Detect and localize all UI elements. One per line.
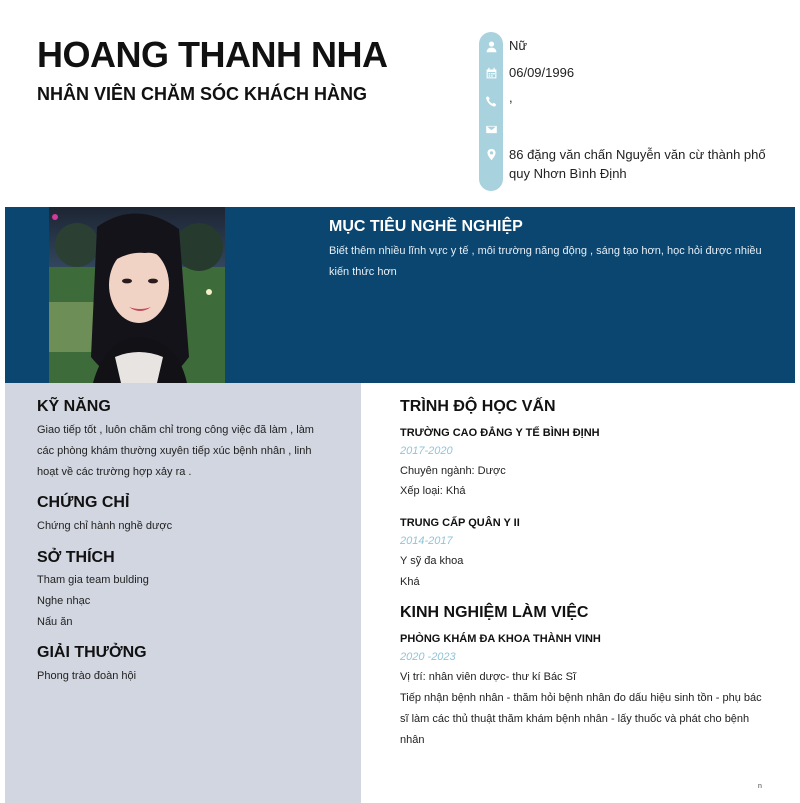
school-detail: Khá	[400, 576, 420, 588]
birthday-text: 06/09/1996	[509, 65, 575, 80]
school-detail: Chuyên ngành: Dược	[400, 465, 506, 477]
cv-header	[0, 0, 800, 207]
hobby-item: Nấu ăn	[37, 616, 73, 628]
gender-text: Nữ	[509, 38, 528, 53]
school-name: TRUNG CẤP QUÂN Y II	[400, 517, 520, 529]
work-years: 2020 -2023	[400, 651, 456, 663]
phone-icon	[483, 93, 499, 109]
certificate-item: Chứng chỉ hành nghề dược	[37, 520, 173, 532]
skills-title: KỸ NĂNG	[37, 398, 111, 415]
calendar-icon	[483, 65, 499, 81]
work-position: Vị trí: nhân viên dược- thư kí Bác Sĩ	[400, 671, 577, 683]
education-title: TRÌNH ĐỘ HỌC VẤN	[400, 398, 556, 415]
hobby-item: Nghe nhạc	[37, 595, 91, 607]
location-icon	[483, 146, 499, 162]
candidate-name: HOANG THANH NHA	[37, 34, 388, 75]
school-years: 2017-2020	[400, 445, 453, 457]
career-goal-title: MỤC TIÊU NGHỀ NGHIỆP	[329, 218, 523, 235]
school-name: TRƯỜNG CAO ĐẲNG Y TẾ BÌNH ĐỊNH	[400, 427, 600, 439]
job-title: NHÂN VIÊN CHĂM SÓC KHÁCH HÀNG	[37, 84, 368, 104]
skills-text: Giao tiếp tốt , luôn chăm chỉ trong công việc đã làm , làm các phòng khám thường xuyên tiếp xúc bệnh nhân , linh hoạt về các trường hợp xảy ra .	[37, 424, 314, 478]
address-text: 86 đặng văn chấn Nguyễn văn cừ thành phố quy Nhơn Bình Định	[509, 147, 766, 181]
portrait-illustration	[49, 207, 225, 383]
email-icon	[483, 121, 499, 137]
footer-mark: n	[758, 783, 762, 790]
school-detail: Y sỹ đa khoa	[400, 555, 464, 567]
hobby-item: Tham gia team bulding	[37, 574, 149, 586]
hobbies-title: SỞ THÍCH	[37, 549, 115, 566]
award-item: Phong trào đoàn hội	[37, 670, 137, 682]
company-name: PHÒNG KHÁM ĐA KHOA THÀNH VINH	[400, 633, 601, 645]
phone-text: ,	[509, 90, 513, 105]
certificates-title: CHỨNG CHỈ	[37, 494, 130, 511]
school-years: 2014-2017	[400, 535, 453, 547]
user-icon	[483, 38, 499, 54]
profile-photo	[49, 207, 225, 383]
awards-title: GIẢI THƯỞNG	[37, 644, 147, 661]
school-detail: Xếp loại: Khá	[400, 485, 466, 497]
contact-rail	[479, 32, 503, 191]
work-description: Tiếp nhận bệnh nhân - thăm hỏi bệnh nhân đo dấu hiệu sinh tồn - phụ bác sĩ làm các thủ thuật thăm khám bệnh nhân - lấy thuốc và phát cho bệnh nhân	[400, 692, 762, 746]
career-goal-text: Biết thêm nhiều lĩnh vực y tế , môi trường năng động , sáng tạo hơn, học hỏi được nhiều kiến thức hơn	[329, 245, 762, 278]
experience-title: KINH NGHIỆM LÀM VIỆC	[400, 604, 589, 621]
